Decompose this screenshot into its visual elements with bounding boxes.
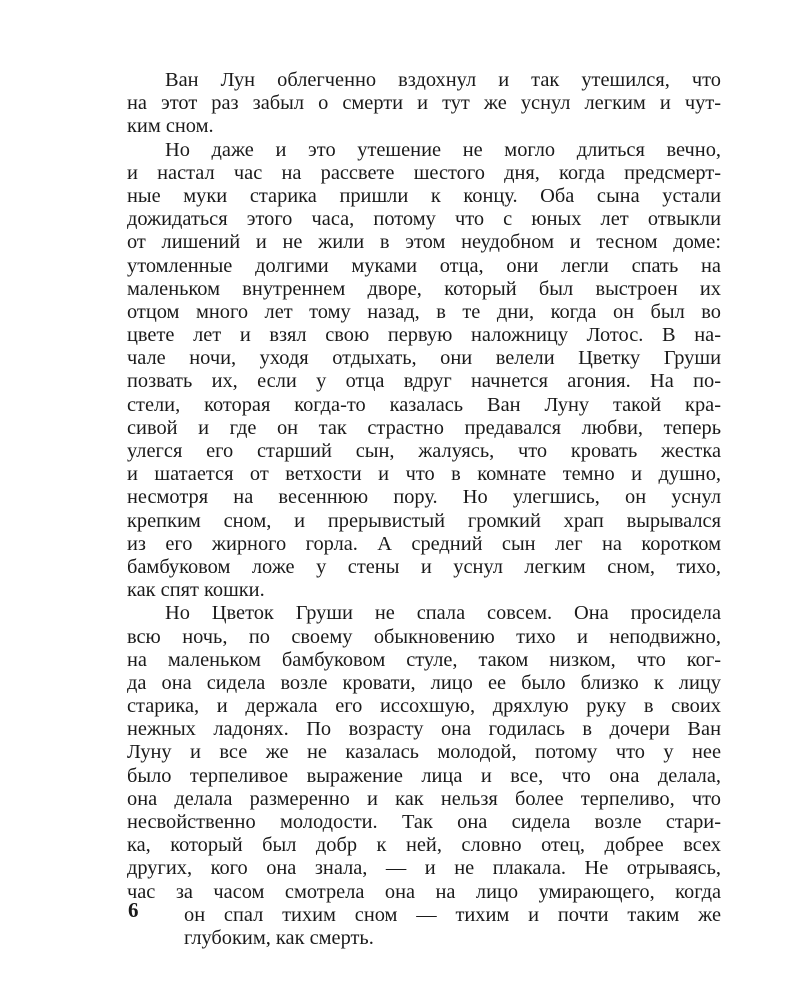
text-line: отцом много лет тому назад, в те дни, когда он был во <box>127 300 721 323</box>
body-text <box>127 69 721 950</box>
text-line: да она сидела возле кровати, лицо ее было близко к лицу <box>127 671 721 694</box>
text-line: из его жирного горла. А средний сын лег на коротком <box>127 532 721 555</box>
text-line: бамбуковом ложе у стены и уснул легким сном, тихо, <box>127 555 721 578</box>
text-line: нежных ладонях. По возрасту она годилась в дочери Ван <box>127 718 721 741</box>
text-line: дожидаться этого часа, потому что с юных лет отвыкли <box>127 208 721 231</box>
text-line: маленьком внутреннем дворе, который был выстроен их <box>127 277 721 300</box>
text-line: чале ночи, уходя отдыхать, они велели Цветку Груши <box>127 347 721 370</box>
text-line: позвать их, если у отца вдруг начнется агония. На по- <box>127 370 721 393</box>
text-line: Но Цветок Груши не спала совсем. Она просидела <box>165 602 721 625</box>
text-line: на маленьком бамбуковом стуле, таком низком, что ког- <box>127 648 721 671</box>
text-line: всю ночь, по своему обыкновению тихо и неподвижно, <box>127 625 721 648</box>
text-line: и настал час на рассвете шестого дня, когда предсмерт- <box>127 161 721 184</box>
text-line: на этот раз забыл о смерти и тут же уснул легким и чут- <box>127 92 721 115</box>
text-line: крепким сном, и прерывистый громкий храп вырывался <box>127 509 721 532</box>
page-number: 6 <box>128 898 139 922</box>
text-line: старика, и держала его иссохшую, дряхлую руку в своих <box>127 695 721 718</box>
text-line: и шатается от ветхости и что в комнате темно и душно, <box>127 463 721 486</box>
text-line: ким сном. <box>127 115 214 138</box>
text-line: Ван Лун облегченно вздохнул и так утешился, что <box>165 69 721 91</box>
text-line: от лишений и не жили в этом неудобном и тесном доме: <box>127 231 721 254</box>
text-line: стели, которая когда-то казалась Ван Луну такой кра- <box>127 393 721 416</box>
text-line: как спят кошки. <box>127 579 265 602</box>
text-line: утомленные долгими муками отца, они легли спать на <box>127 254 721 277</box>
text-line: сивой и где он так страстно предавался любви, теперь <box>127 416 721 439</box>
text-line: несмотря на весеннюю пору. Но улегшись, он уснул <box>127 486 721 509</box>
text-line: цвете лет и взял свою первую наложницу Лотос. В на- <box>127 324 721 347</box>
text-line: глубоким, как смерть. <box>184 926 374 949</box>
text-line: Луну и все же не казалась молодой, потому что у нее <box>127 741 721 764</box>
text-line: Но даже и это утешение не могло длиться вечно, <box>165 138 721 161</box>
text-line: он спал тихим сном — тихим и почти таким же <box>184 903 721 926</box>
text-line: несвойственно молодости. Так она сидела возле стари- <box>127 811 721 833</box>
text-line: ка, который был добр к ней, словно отец, добрее всех <box>127 834 721 857</box>
text-line: других, кого она знала, — и не плакала. Не отрываясь, <box>127 857 721 880</box>
text-line: она делала размеренно и как нельзя более терпеливо, что <box>127 787 721 810</box>
text-line: ные муки старика пришли к концу. Оба сына устали <box>127 184 721 207</box>
text-line: было терпеливое выражение лица и все, что она делала, <box>127 764 721 787</box>
text-line: час за часом смотрела она на лицо умирающего, когда <box>127 880 721 903</box>
text-line: улегся его старший сын, жалуясь, что кровать жестка <box>127 440 721 462</box>
